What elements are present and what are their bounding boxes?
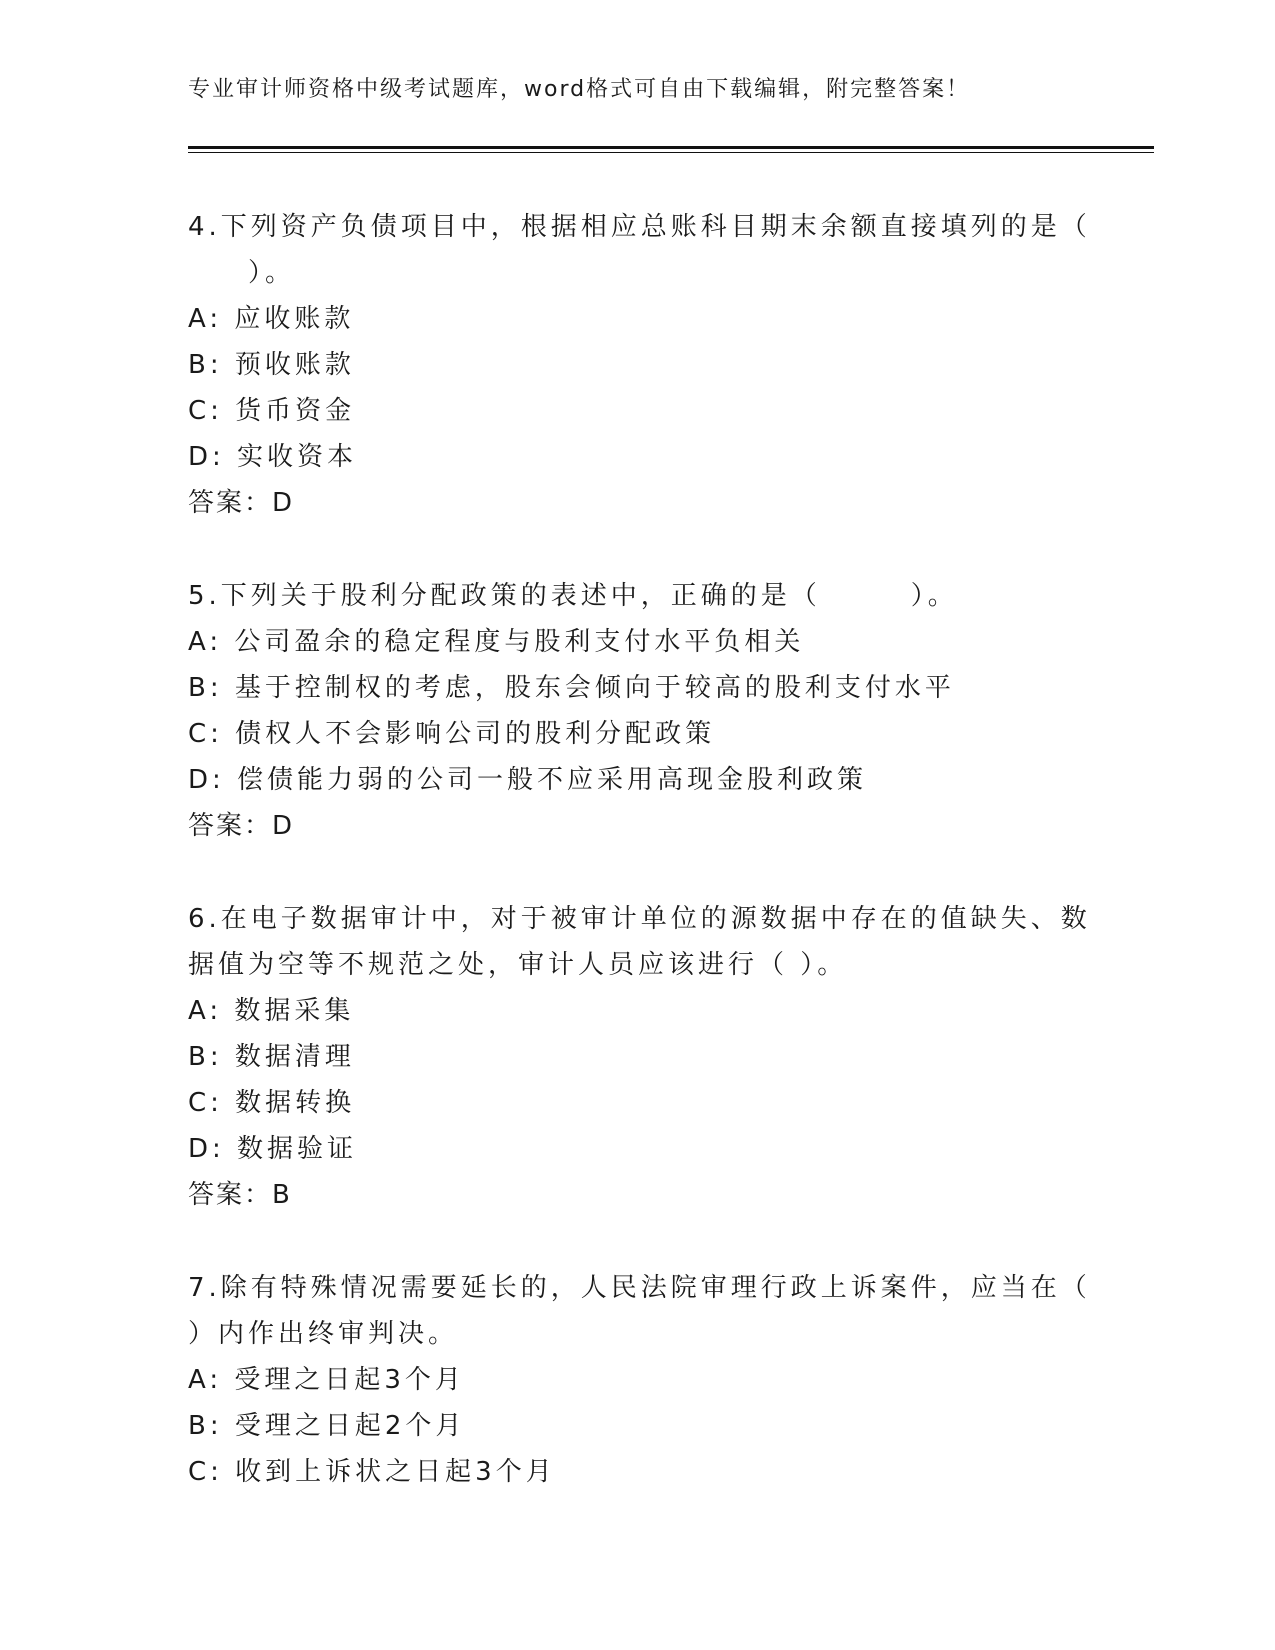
question-list bbox=[188, 204, 1091, 1542]
option-a: A: 受理之日起3个月 bbox=[188, 1365, 465, 1395]
question-4 bbox=[188, 204, 1091, 526]
question-text-line: 5.下列关于股利分配政策的表述中，正确的是（ ）。 bbox=[188, 581, 958, 611]
option-b: B: 基于控制权的考虑，股东会倾向于较高的股利支付水平 bbox=[188, 673, 955, 703]
answer: 答案：D bbox=[188, 488, 295, 518]
option-b: B: 数据清理 bbox=[188, 1042, 355, 1072]
option-a: A: 数据采集 bbox=[188, 996, 355, 1026]
page-header-text: 专业审计师资格中级考试题库，word格式可自由下载编辑，附完整答案！ bbox=[188, 77, 971, 102]
option-d: D: 偿债能力弱的公司一般不应采用高现金股利政策 bbox=[188, 765, 868, 795]
question-text-line: 4.下列资产负债项目中，根据相应总账科目期末余额直接填列的是（ bbox=[188, 212, 1091, 242]
option-b: B: 受理之日起2个月 bbox=[188, 1411, 466, 1441]
answer: 答案：D bbox=[188, 811, 295, 841]
question-text-line: 7.除有特殊情况需要延长的，人民法院审理行政上诉案件，应当在（ bbox=[188, 1273, 1091, 1303]
header-rule-thin bbox=[188, 152, 1154, 153]
option-c: C: 数据转换 bbox=[188, 1088, 356, 1118]
option-b: B: 预收账款 bbox=[188, 350, 355, 380]
question-7 bbox=[188, 1265, 1091, 1495]
question-text-line: 6.在电子数据审计中，对于被审计单位的源数据中存在的值缺失、数 bbox=[188, 904, 1091, 934]
question-text-line: 据值为空等不规范之处，审计人员应该进行（ ）。 bbox=[188, 950, 848, 980]
option-c: C: 货币资金 bbox=[188, 396, 356, 426]
question-text-line: ）。 bbox=[188, 258, 296, 288]
option-a: A: 公司盈余的稳定程度与股利支付水平负相关 bbox=[188, 627, 805, 657]
option-c: C: 债权人不会影响公司的股利分配政策 bbox=[188, 719, 716, 749]
header-rule-thick bbox=[188, 146, 1154, 149]
question-text-line: ）内作出终审判决。 bbox=[188, 1319, 459, 1349]
option-d: D: 数据验证 bbox=[188, 1134, 358, 1164]
question-5 bbox=[188, 573, 1088, 849]
question-6 bbox=[188, 896, 1091, 1218]
answer: 答案：B bbox=[188, 1180, 292, 1210]
option-d: D: 实收资本 bbox=[188, 442, 358, 472]
option-a: A: 应收账款 bbox=[188, 304, 355, 334]
option-c: C: 收到上诉状之日起3个月 bbox=[188, 1457, 556, 1487]
